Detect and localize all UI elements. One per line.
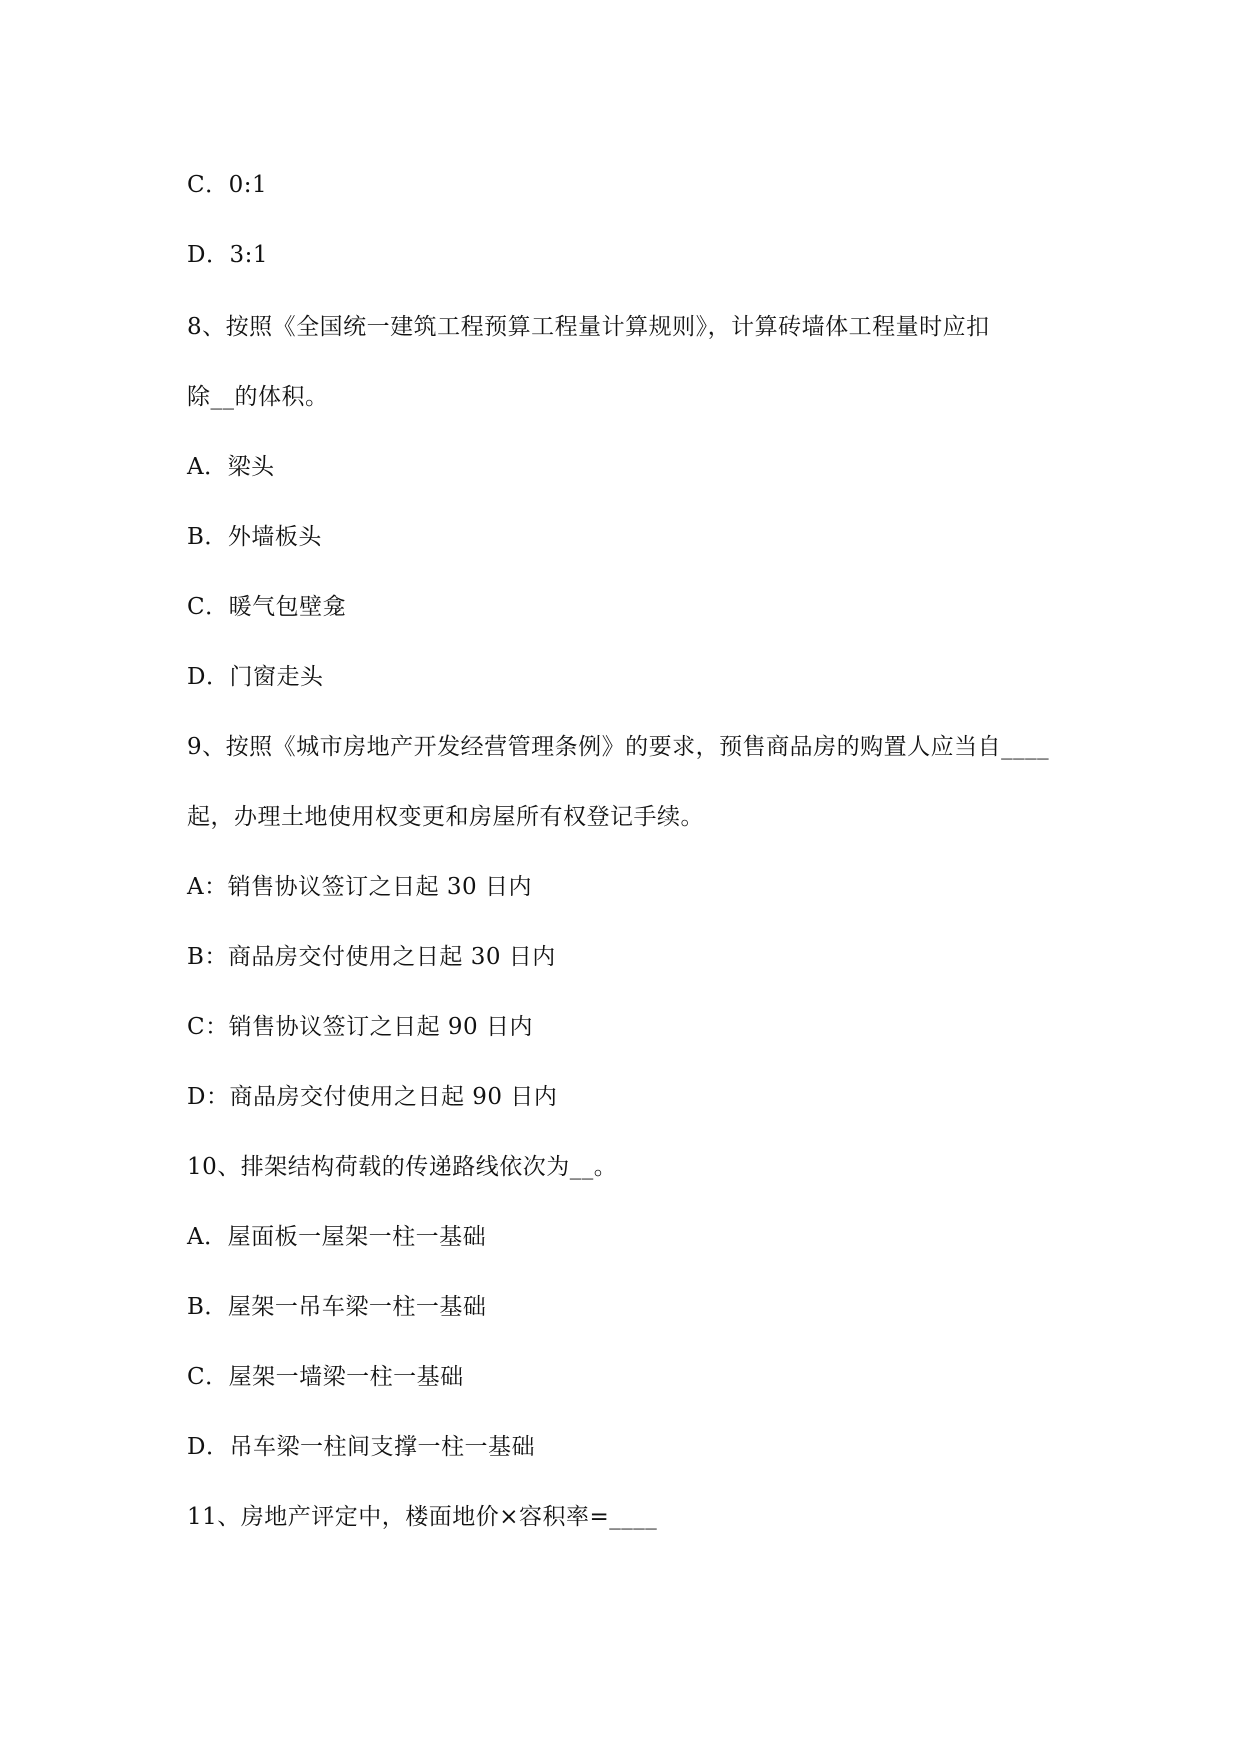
- q10-option-b: B．屋架一吊车梁一柱一基础: [187, 1294, 487, 1320]
- q10-stem: 10、排架结构荷载的传递路线依次为__。: [187, 1154, 618, 1180]
- q11-stem: 11、房地产评定中，楼面地价×容积率=____: [187, 1504, 658, 1530]
- q9-option-b: B：商品房交付使用之日起 30 日内: [187, 944, 556, 970]
- q8-stem-line-1: 8、按照《全国统一建筑工程预算工程量计算规则》，计算砖墙体工程量时应扣: [187, 314, 990, 340]
- q8-option-c: C．暖气包壁龛: [187, 594, 347, 620]
- q9-option-c: C：销售协议签订之日起 90 日内: [187, 1014, 533, 1040]
- q10-option-a: A．屋面板一屋架一柱一基础: [187, 1224, 487, 1250]
- q9-option-a: A：销售协议签订之日起 30 日内: [187, 874, 532, 900]
- q8-option-a: A．梁头: [187, 454, 275, 480]
- q9-option-d: D：商品房交付使用之日起 90 日内: [187, 1084, 558, 1110]
- q9-stem-line-1: 9、按照《城市房地产开发经营管理条例》的要求，预售商品房的购置人应当自____: [187, 734, 1050, 760]
- q10-option-d: D．吊车梁一柱间支撑一柱一基础: [187, 1434, 535, 1460]
- q10-option-c: C．屋架一墙梁一柱一基础: [187, 1364, 464, 1390]
- q8-option-b: B．外墙板头: [187, 524, 322, 550]
- q9-stem-line-2: 起，办理土地使用权变更和房屋所有权登记手续。: [187, 804, 704, 830]
- q8-stem-line-2: 除__的体积。: [187, 384, 329, 410]
- q7-option-d: D．3:1: [187, 242, 268, 268]
- q8-option-d: D．门窗走头: [187, 664, 324, 690]
- q7-option-c: C．0:1: [187, 172, 268, 198]
